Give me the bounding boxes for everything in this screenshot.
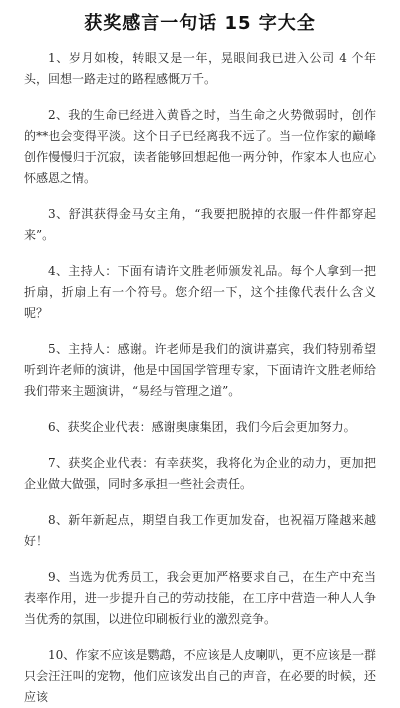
paragraph: 7、获奖企业代表：有幸获奖，我将化为企业的动力，更加把企业做大做强，同时多承担一些社会责任。 — [24, 456, 376, 491]
paragraph: 1、岁月如梭，转眼又是一年，晃眼间我已进入公司 4 个年头，回想一路走过的路程感慨万千。 — [24, 51, 376, 86]
document-title: 获奖感言一句话 15 字大全 — [84, 13, 316, 34]
paragraph: 10、作家不应该是鹦鹉，不应该是人皮喇叭，更不应该是一群只会汪汪叫的宠物，他们应该发出自己的声音，在必要的时候，还应该 — [24, 648, 376, 704]
paragraph: 3、舒淇获得金马女主角，“我要把脱掉的衣服一件件都穿起来”。 — [24, 207, 376, 242]
paragraph: 4、主持人：下面有请许文胜老师颁发礼品。每个人拿到一把折扇，折扇上有一个符号。您介绍一下，这个挂像代表什么含义呢？ — [24, 264, 376, 320]
paragraph: 5、主持人：感谢。许老师是我们的演讲嘉宾，我们特别希望听到许老师的演讲，他是中国国学管理专家，下面请许文胜老师给我们带来主题演讲，“易经与管理之道”。 — [24, 342, 376, 398]
paragraph: 8、新年新起点，期望自我工作更加发奋，也祝福万隆越来越好！ — [24, 513, 376, 548]
paragraph: 6、获奖企业代表：感谢奥康集团，我们今后会更加努力。 — [48, 420, 356, 434]
paragraph: 2、我的生命已经进入黄昏之时，当生命之火势微弱时，创作的**也会变得平淡。这个日子已经离我不远了。当一位作家的巅峰创作慢慢归于沉寂，读者能够回想起他一两分钟，作家本人也应心怀感恩之情。 — [24, 108, 376, 185]
paragraph: 9、当选为优秀员工，我会更加严格要求自己，在生产中充当表率作用，进一步提升自己的劳动技能，在工序中营造一种人人争当优秀的氛围，以进位印刷板行业的激烈竞争。 — [24, 570, 376, 626]
